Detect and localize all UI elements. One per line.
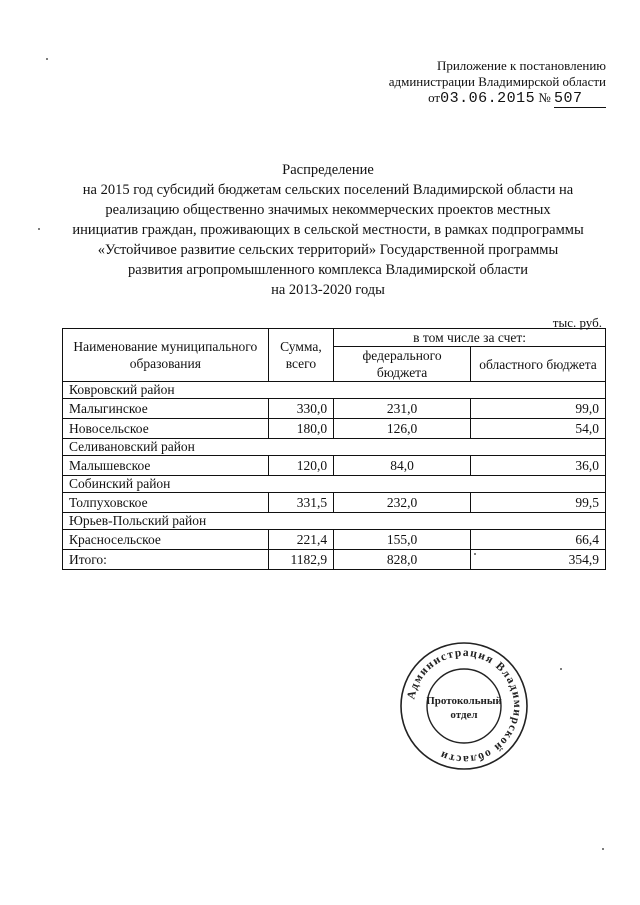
federal-cell: 84,0 [334, 456, 471, 476]
stamp-ring-text: Администрация Владимирской области [405, 646, 524, 766]
regional-cell: 66,4 [470, 530, 605, 550]
regional-cell: 99,5 [470, 493, 605, 513]
regional-cell: 36,0 [470, 456, 605, 476]
from-label: от [428, 90, 441, 105]
stamp-center-line-2: отдел [450, 709, 478, 721]
title-line-5: развития агропромышленного комплекса Владимирской области [127, 262, 529, 278]
appendix-line-2: администрации Владимирской области [388, 74, 606, 89]
table-row [63, 419, 606, 439]
title-heading: Распределение [282, 162, 374, 178]
stamp-center-line-1: Протокольный [426, 695, 502, 707]
federal-cell: 231,0 [334, 399, 471, 419]
title-line-2: реализацию общественно значимых некоммерческих проектов местных [105, 202, 551, 218]
district-row [63, 513, 606, 530]
header-name: Наименование муниципального образования [63, 329, 269, 382]
scan-speck [602, 848, 604, 850]
header-sum: Сумма, всего [268, 329, 333, 382]
district-name: Собинский район [63, 476, 606, 493]
scan-speck [474, 553, 476, 555]
settlement-name: Новосельское [63, 419, 269, 439]
district-row [63, 476, 606, 493]
settlement-name: Красносельское [63, 530, 269, 550]
document-number: 507 [554, 91, 606, 108]
district-row [63, 439, 606, 456]
appendix-date-line [389, 90, 606, 108]
settlement-name: Толпуховское [63, 493, 269, 513]
sum-cell: 180,0 [268, 419, 333, 439]
title-line-1: на 2015 год субсидий бюджетам сельских поселений Владимирской области на [82, 182, 574, 198]
district-name: Селивановский район [63, 439, 606, 456]
table-row [63, 493, 606, 513]
federal-cell: 126,0 [334, 419, 471, 439]
official-stamp [398, 640, 530, 772]
sum-cell: 331,5 [268, 493, 333, 513]
table-row [63, 456, 606, 476]
scan-speck [560, 668, 562, 670]
scan-speck [46, 58, 48, 60]
federal-cell: 232,0 [334, 493, 471, 513]
table-row [63, 530, 606, 550]
units-label: тыс. руб. [552, 315, 602, 330]
total-sum: 1182,9 [268, 550, 333, 570]
distribution-table [62, 328, 606, 570]
appendix-line-1: Приложение к постановлению [436, 58, 606, 73]
settlement-name: Малыгинское [63, 399, 269, 419]
document-date: 03.06.2015 [440, 90, 536, 107]
total-row [63, 550, 606, 570]
federal-cell: 155,0 [334, 530, 471, 550]
district-name: Ковровский район [63, 382, 606, 399]
regional-cell: 54,0 [470, 419, 605, 439]
district-row [63, 382, 606, 399]
total-label: Итого: [63, 550, 269, 570]
scan-speck [38, 228, 40, 230]
total-regional: 354,9 [470, 550, 605, 570]
settlement-name: Малышевское [63, 456, 269, 476]
header-federal: федерального бюджета [334, 347, 471, 382]
header-regional: областного бюджета [470, 347, 605, 382]
title-line-3: инициатив граждан, проживающих в сельской местности, в рамках подпрограммы [72, 222, 584, 238]
title-line-4: «Устойчивое развитие сельских территорий» Государственной программы [97, 242, 559, 258]
table-row [63, 399, 606, 419]
header-including: в том числе за счет: [334, 329, 606, 347]
regional-cell: 99,0 [470, 399, 605, 419]
sum-cell: 330,0 [268, 399, 333, 419]
number-label: № [538, 90, 551, 105]
district-name: Юрьев-Польский район [63, 513, 606, 530]
title-line-6: на 2013-2020 годы [271, 282, 385, 298]
sum-cell: 221,4 [268, 530, 333, 550]
total-federal: 828,0 [334, 550, 471, 570]
appendix-header [389, 58, 606, 108]
sum-cell: 120,0 [268, 456, 333, 476]
document-title [70, 160, 586, 300]
